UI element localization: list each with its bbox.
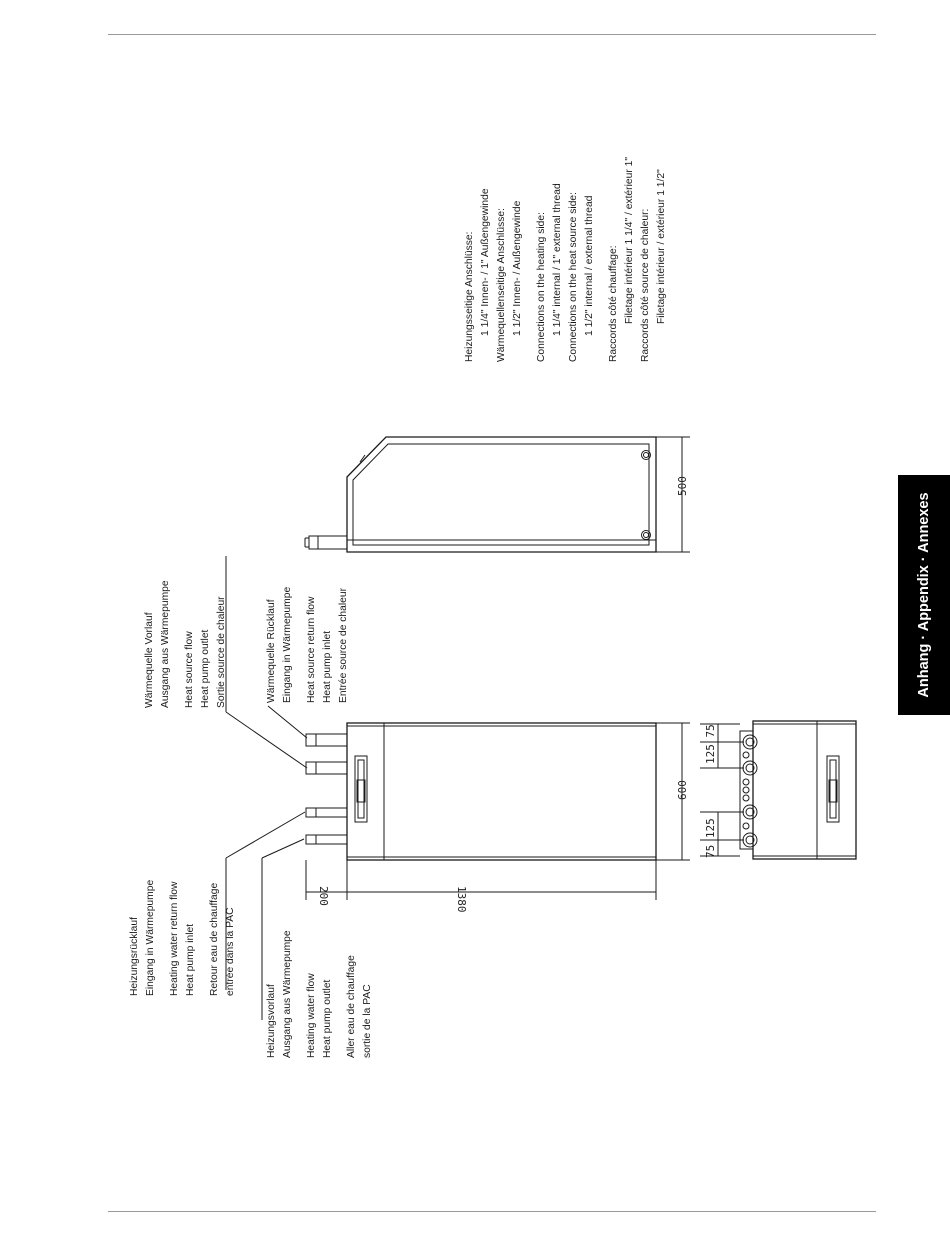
note-source-title-en: Connections on the heat source side: bbox=[568, 191, 579, 362]
note-heating-title-en: Connections on the heating side: bbox=[536, 212, 547, 362]
top-view bbox=[700, 721, 856, 859]
side-view bbox=[305, 437, 690, 552]
note-source-thread: 1 1/2" Innen- / Außengewinde bbox=[512, 200, 523, 336]
note-heating-thread-fr: Filetage intérieur 1 1/4" / extérieur 1" bbox=[624, 157, 635, 324]
note-source-title-fr: Raccords côté source de chaleur: bbox=[640, 208, 651, 362]
note-heating-thread: 1 1/4" Innen- / 1" Außengewinde bbox=[480, 188, 491, 336]
note-source-thread-en: 1 1/2" internal / external thread bbox=[584, 195, 595, 336]
section-tab-label: Anhang · Appendix · Annexes bbox=[916, 492, 932, 698]
dim-offset-label: 200 bbox=[317, 886, 330, 906]
note-heating-title: Heizungsseitige Anschlüsse: bbox=[464, 231, 475, 362]
dim-spacing-top-label: 125 75 bbox=[704, 724, 717, 764]
front-view bbox=[226, 556, 690, 1020]
label-heat-source-flow: Wärmequelle Vorlauf Ausgang aus Wärmepumpe Heat source flow Heat pump outlet Sortie source de chaleur bbox=[144, 580, 227, 708]
label-heating-return: Heizungsrücklauf Eingang in Wärmepumpe Heating water return flow Heat pump inlet Retour eau de chauffage entrée dans la PAC bbox=[129, 879, 236, 996]
dim-depth-label: 500 bbox=[676, 476, 689, 496]
dim-width-label: 600 bbox=[676, 780, 689, 800]
dim-spacing-bottom-label: 75 125 bbox=[704, 818, 717, 858]
label-heat-source-return: Wärmequelle Rücklauf Eingang in Wärmepumpe Heat source return flow Heat pump inlet Entrée source de chaleur bbox=[266, 586, 349, 703]
label-heating-flow: Heizungsvorlauf Ausgang aus Wärmepumpe Heating water flow Heat pump outlet Aller eau de chauffage sortie de la PAC bbox=[266, 930, 373, 1058]
note-source-title: Wärmequellenseitige Anschlüsse: bbox=[496, 208, 507, 362]
note-heating-title-fr: Raccords côté chauffage: bbox=[608, 245, 619, 362]
note-heating-thread-en: 1 1/4" internal / 1" external thread bbox=[552, 183, 563, 336]
note-source-thread-fr: Filetage intérieur / extérieur 1 1/2" bbox=[656, 169, 667, 324]
dim-height-label: 1380 bbox=[455, 886, 468, 913]
